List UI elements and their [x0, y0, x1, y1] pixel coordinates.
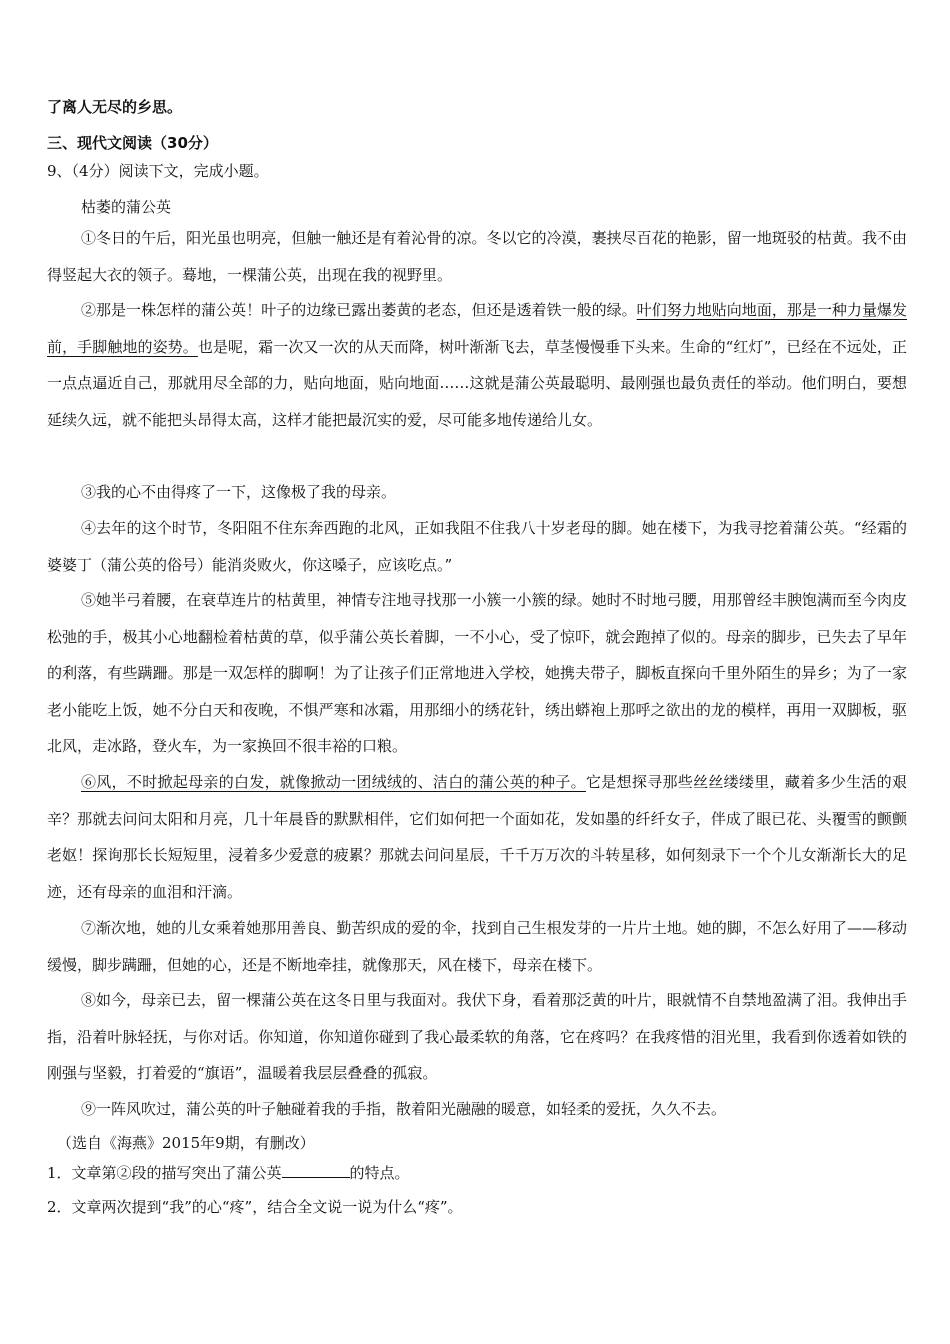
- paragraph-5: ⑤她半弓着腰，在衰草连片的枯黄里，神情专注地寻找那一小簇一小簇的绿。她时不时地弓腰，用那曾经丰腴饱满而至今肉皮松弛的手，极其小心地翻检着枯黄的草，似乎蒲公英长着脚，一不小心，受了惊吓，就会跑掉了似的。母亲的脚步，已失去了早年的利落，有些蹒跚。那是一双怎样的脚啊！为了让孩子们正常地进入学校，她携夫带子，脚板直探向千里外陌生的异乡；为了一家老小能吃上饭，她不分白天和夜晚，不惧严寒和冰霜，用那细小的绣花针，绣出蟒袍上那呼之欲出的龙的模样，再用一双脚板，驱北风，走冰路，登火车，为一家换回不很丰裕的口粮。: [47, 591, 907, 755]
- question-1-text: 1．文章第②段的描写突出了蒲公英: [47, 1164, 282, 1182]
- paragraph-9: ⑨一阵风吹过，蒲公英的叶子触碰着我的手指，散着阳光融融的暖意，如轻柔的爱抚，久久不去。: [81, 1100, 727, 1118]
- paragraph-3: ③我的心不由得疼了一下，这像极了我的母亲。: [81, 483, 397, 501]
- question-1-text-end: 的特点。: [349, 1164, 410, 1182]
- paragraph-4: ④去年的这个时节，冬阳阻不住东奔西跑的北风，正如我阻不住我八十岁老母的脚。她在楼下，为我寻挖着蒲公英。“经霜的婆婆丁（蒲公英的俗号）能消炎败火，你这嗓子，应该吃点。”: [47, 519, 907, 574]
- question-2: 2．文章两次提到“我”的心“疼”，结合全文说一说为什么“疼”。: [47, 1198, 463, 1216]
- question-9-stem: 9、（4分）阅读下文，完成小题。: [47, 162, 269, 180]
- paragraph-7: ⑦渐次地，她的儿女乘着她那用善良、勤苦织成的爱的伞，找到自己生根发芽的一片片土地。她的脚，不怎么好用了——移动缓慢，脚步蹒跚，但她的心，还是不断地牵挂，就像那天，风在楼下，母亲在楼下。: [47, 919, 907, 974]
- question-1: [47, 1162, 410, 1183]
- paragraph-1: ①冬日的午后，阳光虽也明亮，但触一触还是有着沁骨的凉。冬以它的冷漠，裹挟尽百花的艳影，留一地斑驳的枯黄。我不由得竖起大衣的领子。蓦地，一棵蒲公英，出现在我的视野里。: [47, 229, 907, 284]
- paragraph-8: ⑧如今，母亲已去，留一棵蒲公英在这冬日里与我面对。我伏下身，看着那泛黄的叶片，眼就情不自禁地盈满了泪。我伸出手指，沿着叶脉轻抚，与你对话。你知道，你知道你碰到了我心最柔软的角落，它在疼吗？在我疼惜的泪光里，我看到你透着如铁的刚强与坚毅，打着爱的“旗语”，温暖着我层层叠叠的孤寂。: [47, 991, 907, 1082]
- continuation-line: 了离人无尽的乡思。: [47, 98, 183, 116]
- paragraph-6: [47, 764, 907, 910]
- article-title: 枯萎的蒲公英: [81, 198, 172, 216]
- paragraph-2-underlined-sentence: 叶们努力地贴向地面，那是一种力量爆发前，手脚触地的姿势。: [47, 301, 907, 356]
- paragraph-2-text-b: 也是呢，霜一次又一次的从天而降，树叶渐渐飞去，草茎慢慢垂下头来。生命的“红灯”，已经在不远处，正一点点逼近自己，那就用尽全部的力，贴向地面，贴向地面……这就是蒲公英最聪明、最刚强也最负责任的举动。他们明白，要想延续久远，就不能把头昂得太高，这样才能把最沉实的爱，尽可能多地传递给儿女。: [47, 337, 907, 429]
- paragraph-2: [47, 292, 907, 438]
- paragraph-6-underlined-sentence: ⑥风，不时掀起母亲的白发，就像掀动一团绒绒的、洁白的蒲公英的种子。: [81, 773, 586, 791]
- paragraph-2-text-a: ②那是一株怎样的蒲公英！叶子的边缘已露出萎黄的老态，但还是透着铁一般的绿。: [81, 301, 637, 319]
- source-note: （选自《海燕》2015年9期，有删改）: [57, 1134, 315, 1152]
- question-1-blank[interactable]: [282, 1163, 350, 1178]
- paragraph-6-text: 它是想探寻那些丝丝缕缕里，藏着多少生活的艰辛？那就去问问太阳和月亮，几十年晨昏的默默相伴，它们如何把一个面如花，发如墨的纤纤女子，伴成了眼已花、头覆雪的颤颤老妪！探询那长长短短里，浸着多少爱意的疲累？那就去问问星辰，千千万万次的斗转星移，如何刻录下一个个儿女渐渐长大的足迹，还有母亲的血泪和汗滴。: [47, 773, 907, 901]
- section-heading: 三、现代文阅读（30分）: [47, 134, 218, 152]
